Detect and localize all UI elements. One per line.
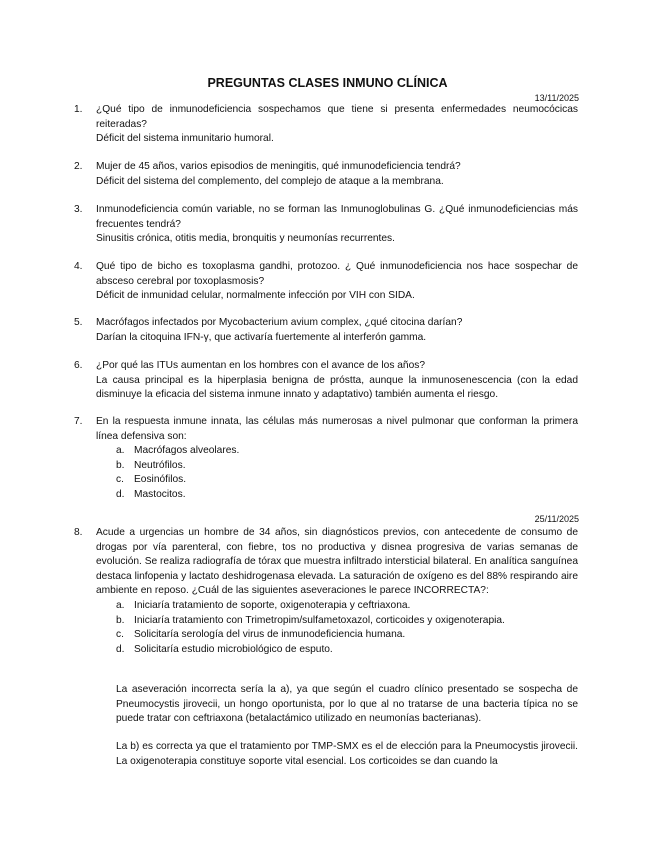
option-letter: c. [116,474,124,486]
date-label: 25/11/2025 [534,514,579,524]
option-text: Macrófagos alveolares. [134,445,240,457]
answer-text: La causa principal es la hiperplasia benigna de próstta, aunque la inmunosenescencia (con la edad disminuye la eficacia del sistema inmune innato y adaptativo) también aumenta el riesgo. [96,374,578,401]
option-item [96,614,578,629]
question-5 [74,316,578,345]
options-list [96,599,578,657]
option-text: Eosinófilos. [134,474,187,486]
question-1 [74,103,578,147]
question-text: Mujer de 45 años, varios episodios de meningitis, qué inmunodeficiencia tendrá? [96,161,461,172]
option-item [96,643,578,658]
option-item [96,599,578,614]
answer-text: Déficit de inmunidad celular, normalmente infección por VIH con SIDA. [96,290,415,302]
option-letter: c. [116,629,124,641]
option-item [96,473,578,488]
date-label: 13/11/2025 [534,93,579,103]
answer-text: Darían la citoquina IFN-γ, que activaría fuertemente al interferón gamma. [96,331,427,343]
question-2 [74,160,578,189]
question-number: 8. [74,527,83,538]
explanation-paragraph: La aseveración incorrecta sería la a), ya que según el cuadro clínico presentado se sospecha de Pneumocystis jirovecii, un hongo oportunista, por lo que al no tratarse de una bacteria típica no se puede tratar con ceftriaxona (betalactámico utilizado en neumonías bacterianas). [116,684,578,725]
question-number: 4. [74,261,83,272]
option-item [96,444,578,459]
question-text: ¿Por qué las ITUs aumentan en los hombres con el avance de los años? [96,360,426,371]
question-number: 5. [74,317,83,328]
question-number: 2. [74,161,83,172]
question-number: 7. [74,416,83,427]
question-3 [74,203,578,247]
option-letter: d. [116,488,125,500]
question-text: En la respuesta inmune innata, las células más numerosas a nivel pulmonar que conforman la primera línea defensiva son: [96,416,578,442]
question-number: 3. [74,204,83,215]
answer-text: Déficit del sistema del complemento, del complejo de ataque a la membrana. [96,175,444,187]
question-8 [74,526,578,657]
question-text: Acude a urgencias un hombre de 34 años, sin diagnósticos previos, con antecedente de consumo de drogas por vía parenteral, con fiebre, tos no productiva y disnea progresiva de varias semanas de evolución. Se realiza radiografía de tórax que muestra infiltrado intersticial bilateral. En analítica sanguínea destaca linfopenia y lactato deshidrogenasa elevada. La saturación de oxígeno es del 88% respirando aire ambiente en reposo. ¿Cuál de las siguientes aseveraciones le parece INCORRECTA?: [96,527,578,597]
option-text: Solicitaría serología del virus de inmunodeficiencia humana. [134,629,406,641]
option-letter: b. [116,459,125,471]
option-text: Mastocitos. [134,488,186,500]
option-letter: a. [116,445,125,457]
page-title: PREGUNTAS CLASES INMUNO CLÍNICA [207,76,448,90]
question-text: ¿Qué tipo de inmunodeficiencia sospechamos que tiene si presenta enfermedades neumocócicas reiteradas? [96,104,578,130]
option-text: Iniciaría tratamiento de soporte, oxigenoterapia y ceftriaxona. [134,599,411,611]
option-item [96,628,578,643]
explanation-paragraph: La b) es correcta ya que el tratamiento por TMP-SMX es el de elección para la Pneumocystis jirovecii. La oxigenoterapia constituye soporte vital esencial. Los corticoides se dan cuando la [116,741,578,767]
question-text: Qué tipo de bicho es toxoplasma gandhi, protozoo. ¿ Qué inmunodeficiencia nos hace sospechar de absceso cerebral por toxoplasmosis? [96,261,578,287]
option-letter: a. [116,599,125,611]
answer-text: Déficit del sistema inmunitario humoral. [96,133,274,145]
option-text: Neutrófilos. [134,459,186,471]
question-number: 6. [74,360,83,371]
question-text: Inmunodeficiencia común variable, no se forman las Inmunoglobulinas G. ¿Qué inmunodeficiencias más frecuentes tendrá? [96,204,578,230]
option-text: Iniciaría tratamiento con Trimetropim/sulfametoxazol, corticoides y oxigenoterapia. [134,614,505,626]
option-letter: b. [116,614,125,626]
question-6 [74,359,578,403]
question-4 [74,260,578,304]
answer-text: Sinusitis crónica, otitis media, bronquitis y neumonías recurrentes. [96,233,395,245]
option-text: Solicitaría estudio microbiológico de esputo. [134,643,333,655]
question-text: Macrófagos infectados por Mycobacterium avium complex, ¿qué citocina darían? [96,317,463,328]
option-item [96,459,578,474]
question-7 [74,415,578,503]
question-number: 1. [74,104,83,115]
option-letter: d. [116,643,125,655]
option-item [96,488,578,503]
options-list [96,444,578,502]
